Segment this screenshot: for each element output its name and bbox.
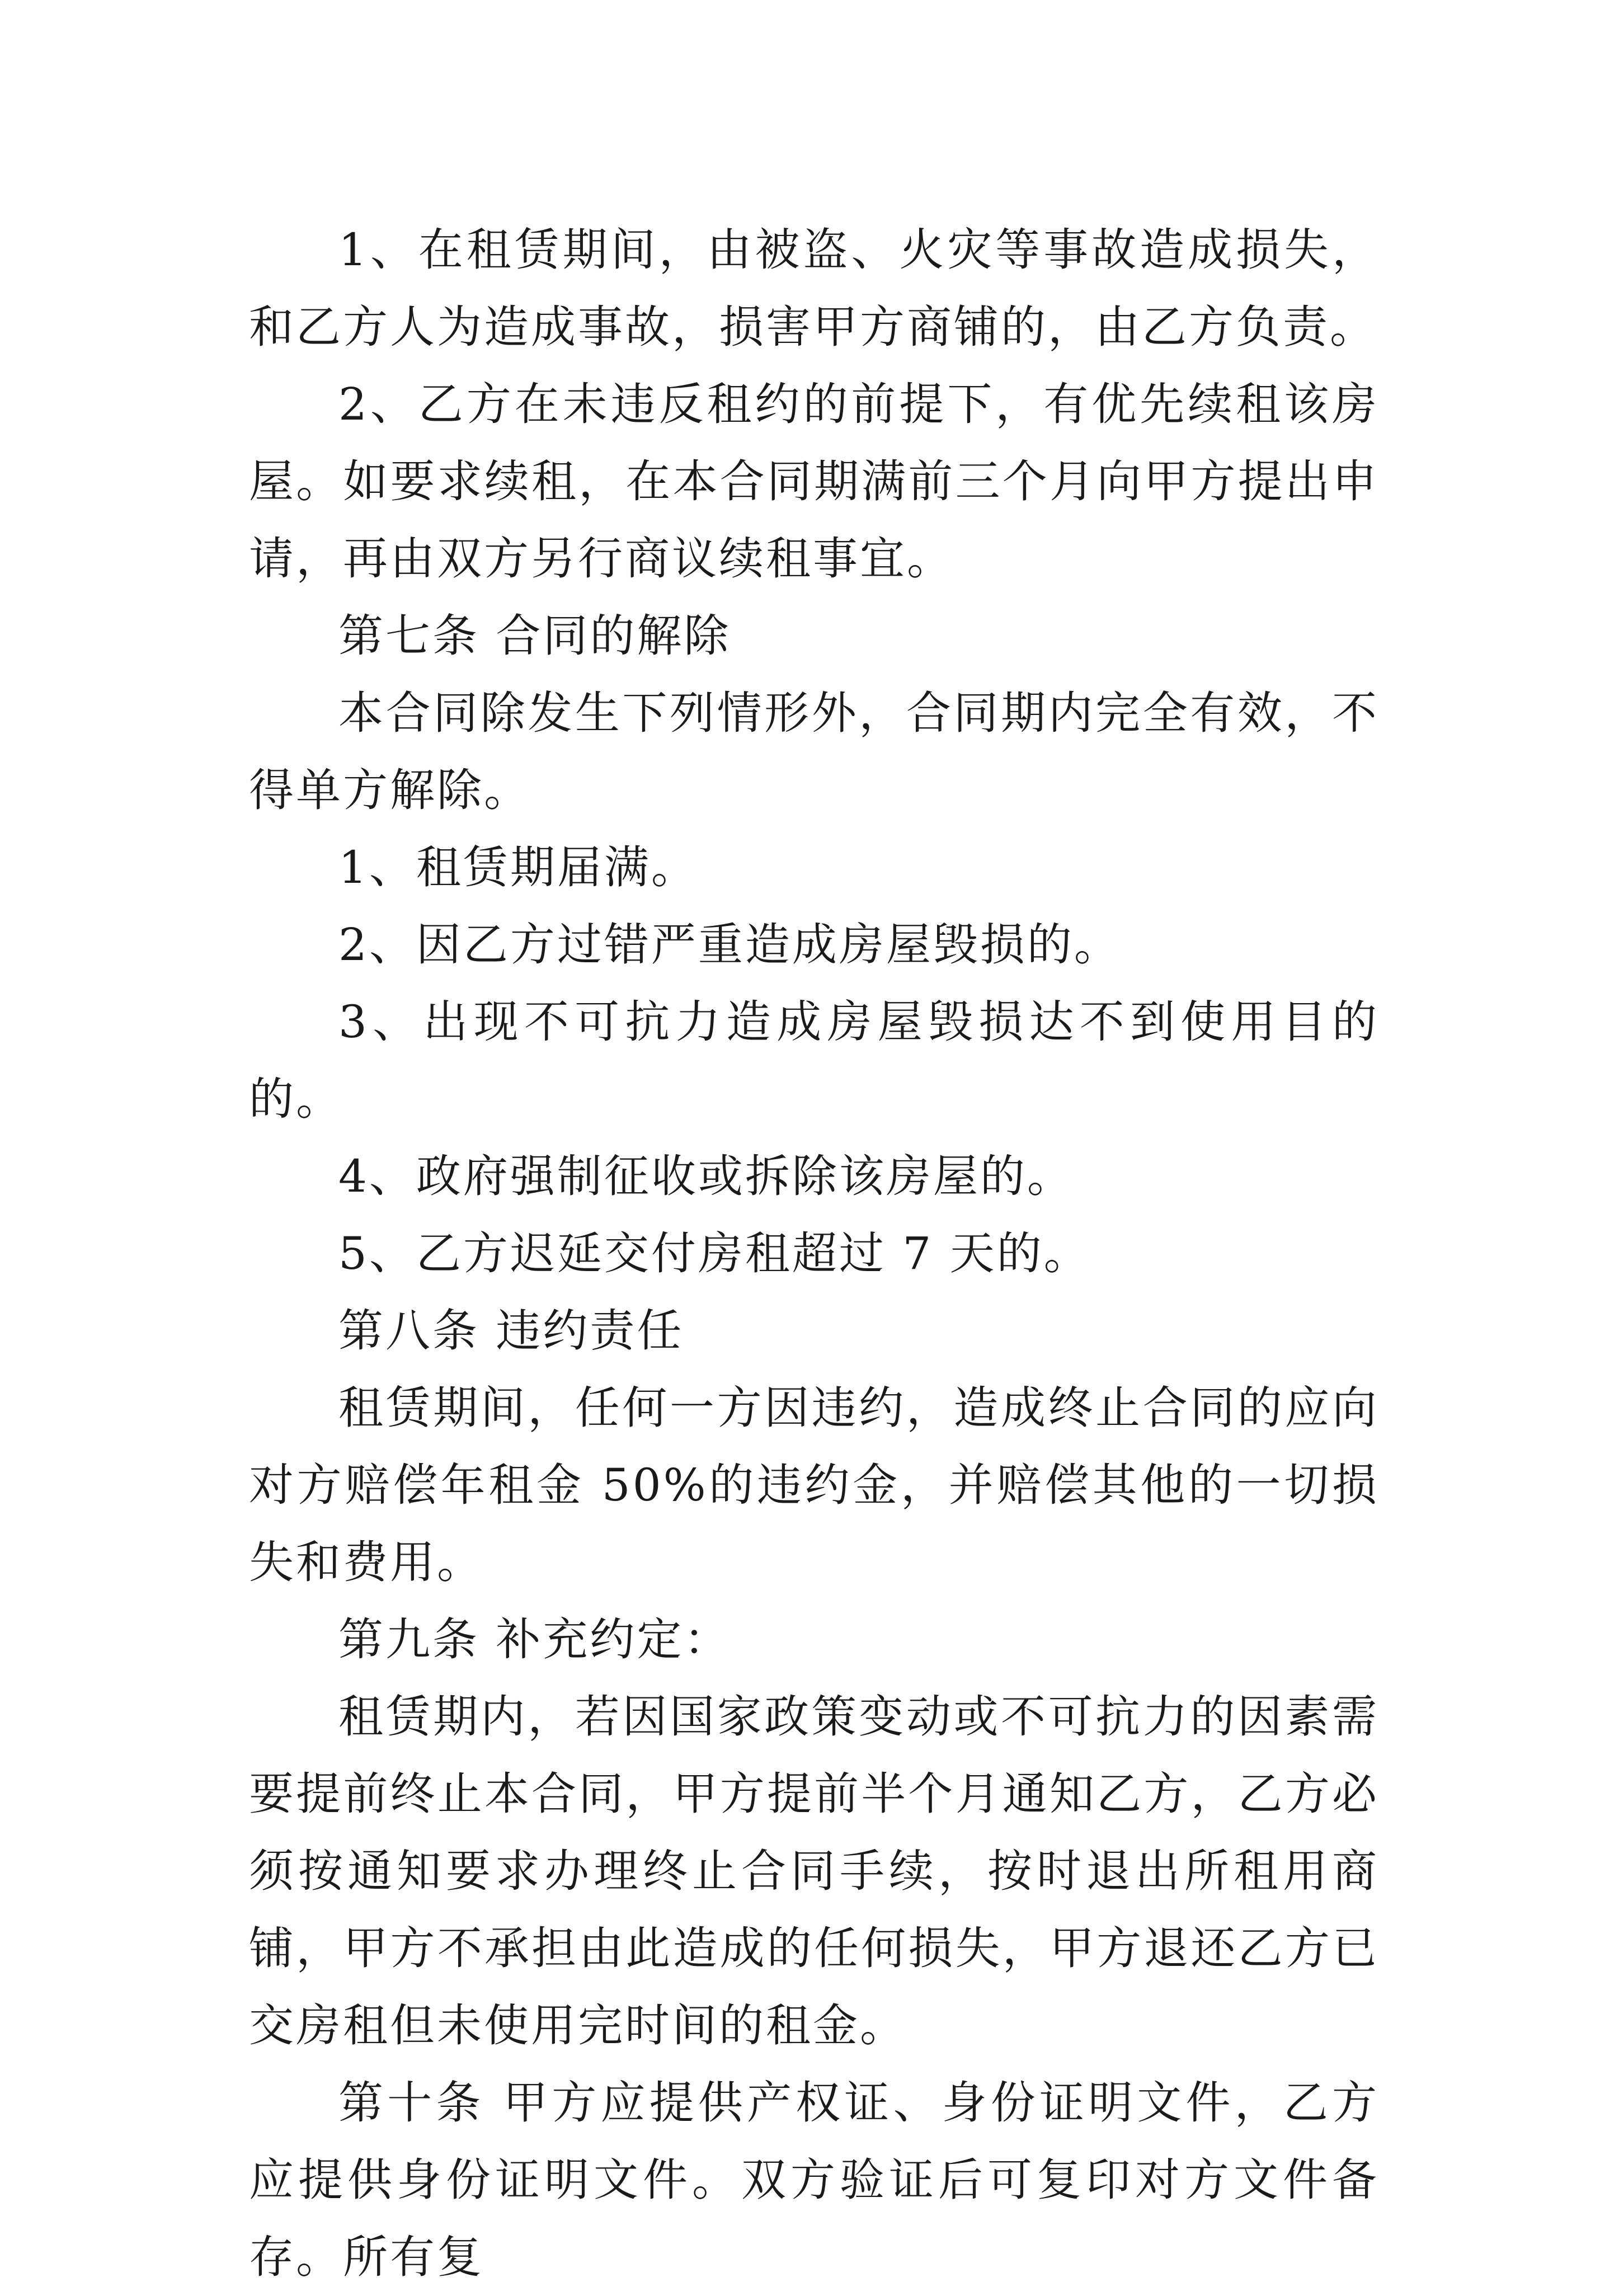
- list-item: 3、出现不可抗力造成房屋毁损达不到使用目的的。: [249, 996, 1379, 1125]
- list-item: 2、因乙方过错严重造成房屋毁损的。: [338, 919, 1121, 971]
- clause-paragraph: 2、乙方在未违反租约的前提下，有优先续租该房屋。如要求续租，在本合同期满前三个月向甲方提出申请，再由双方另行商议续租事宜。: [249, 378, 1379, 585]
- section-heading: 第九条 补充约定：: [338, 1613, 731, 1665]
- clause-paragraph: 租赁期间，任何一方因违约，造成终止合同的应向对方赔偿年租金 50%的违约金，并赔偿其他的一切损失和费用。: [249, 1382, 1379, 1588]
- clause-paragraph: 第十条 甲方应提供产权证、身份证明文件，乙方应提供身份证明文件。双方验证后可复印对方文件备存。所有复: [249, 2077, 1379, 2283]
- clause-paragraph: 1、在租赁期间，由被盗、火灾等事故造成损失，和乙方人为造成事故，损害甲方商铺的，由乙方负责。: [249, 224, 1379, 353]
- clause-paragraph: 本合同除发生下列情形外，合同期内完全有效，不得单方解除。: [249, 687, 1379, 816]
- clause-paragraph: 租赁期内，若因国家政策变动或不可抗力的因素需要提前终止本合同，甲方提前半个月通知乙方，乙方必须按通知要求办理终止合同手续，按时退出所租用商铺，甲方不承担由此造成的任何损失，甲方退还乙方已交房租但未使用完时间的租金。: [249, 1691, 1379, 2052]
- section-heading: 第八条 违约责任: [338, 1305, 684, 1357]
- list-item: 5、乙方迟延交付房租超过 7 天的。: [338, 1227, 1091, 1279]
- contract-body: [249, 211, 1379, 2296]
- section-heading: 第七条 合同的解除: [338, 610, 731, 662]
- list-item: 1、租赁期届满。: [338, 841, 698, 893]
- list-item: 4、政府强制征收或拆除该房屋的。: [338, 1150, 1074, 1202]
